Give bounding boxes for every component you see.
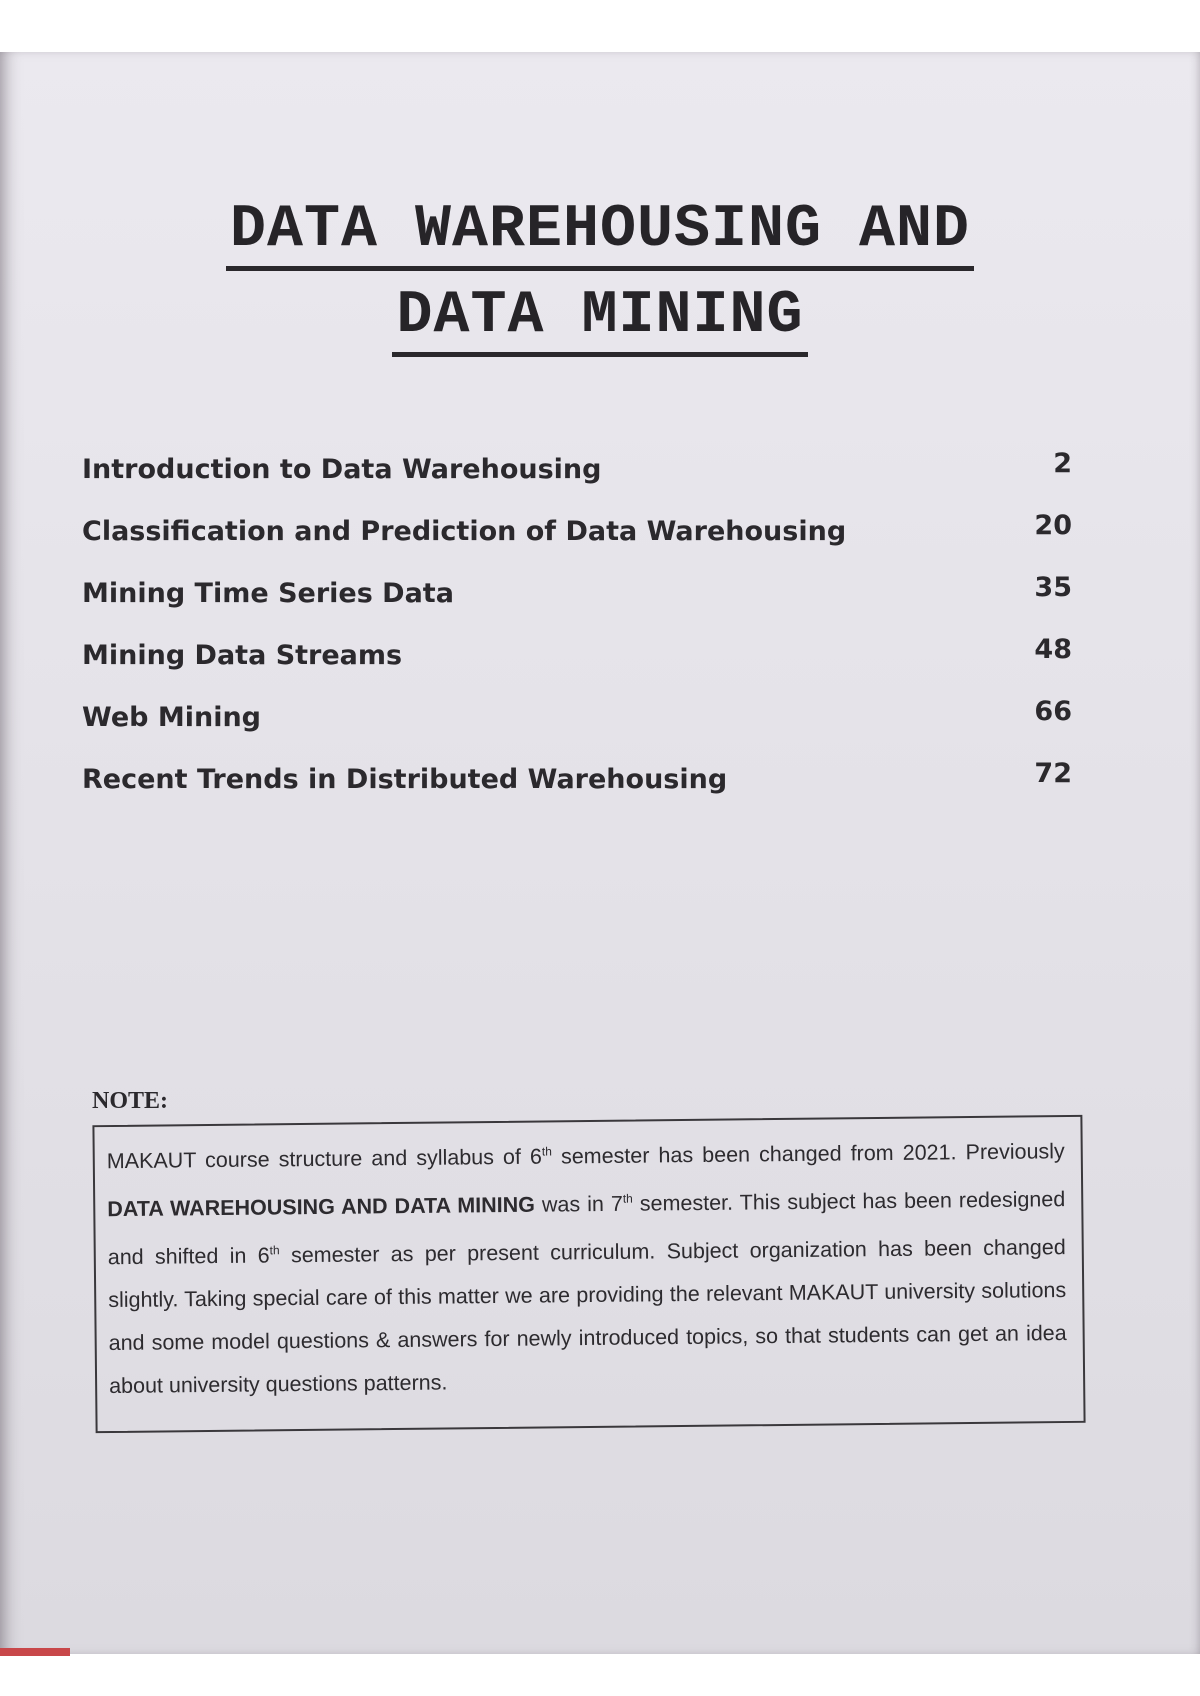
toc-row — [82, 440, 1072, 502]
toc-row — [82, 688, 1072, 750]
note-box — [92, 1115, 1085, 1433]
subject-name: DATA WAREHOUSING AND DATA MINING — [107, 1192, 536, 1222]
note-heading: NOTE: — [92, 1088, 169, 1114]
toc-page-number: 20 — [1034, 510, 1072, 541]
toc-label: Web Mining — [82, 702, 262, 733]
toc-page-number: 35 — [1034, 572, 1072, 603]
toc-page-number: 72 — [1034, 758, 1072, 789]
toc-label: Mining Data Streams — [82, 640, 403, 671]
toc-label: Classification and Prediction of Data Warehousing — [82, 516, 847, 547]
toc-row — [82, 626, 1072, 688]
title-line-2: DATA MINING — [0, 282, 1200, 357]
toc-row — [82, 564, 1072, 626]
note-text: MAKAUT course structure and syllabus of 6th semester has been changed from 2021. Previously DATA WAREHOUSING AND DATA MINING was in 7th semester. This subject has been redesigned and shifted in 6th semester as per present curriculum. Subject organization has been changed slightly. Taking special care of this matter we are providing the relevant MAKAUT university solutions and some model questions & answers for newly introduced topics, so that students can get an idea about university questions patterns. — [106, 1139, 1067, 1399]
toc-row — [82, 502, 1072, 564]
title-line-1: DATA WAREHOUSING AND — [0, 196, 1200, 271]
page-edge — [0, 1648, 70, 1656]
toc-label: Introduction to Data Warehousing — [82, 454, 602, 485]
toc-row — [82, 750, 1072, 812]
toc-page-number: 66 — [1034, 696, 1072, 727]
toc-label: Recent Trends in Distributed Warehousing — [82, 764, 728, 795]
toc-page-number: 2 — [1053, 448, 1072, 479]
toc-page-number: 48 — [1034, 634, 1072, 665]
toc-label: Mining Time Series Data — [82, 578, 454, 609]
table-of-contents — [82, 440, 1072, 812]
